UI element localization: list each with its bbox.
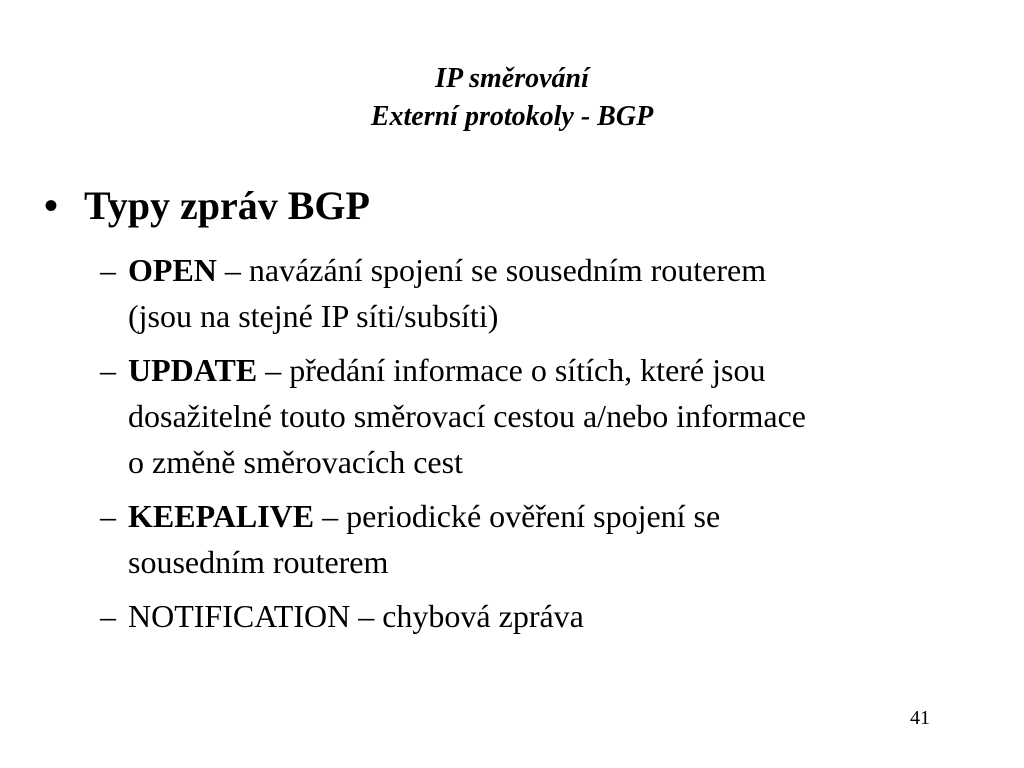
dash-marker: – [100, 352, 116, 388]
main-bullet [44, 180, 370, 232]
item-line-2: dosažitelné touto směrovací cestou a/nebo informace [128, 398, 806, 434]
dash-marker: – [100, 252, 116, 288]
item-line-1 [128, 247, 1000, 293]
item-desc: – periodické ověření spojení se [314, 498, 721, 534]
list-item-keepalive [100, 493, 1000, 585]
item-line-1: NOTIFICATION – chybová zpráva [128, 598, 584, 634]
term-keepalive: KEEPALIVE [128, 498, 315, 534]
item-line-2: (jsou na stejné IP síti/subsíti) [128, 298, 499, 334]
slide-title [0, 60, 1024, 136]
sub-bullet-list [100, 247, 1000, 647]
dash-marker: – [100, 498, 116, 534]
list-item-open [100, 247, 1000, 339]
item-line-2: sousedním routerem [128, 544, 389, 580]
title-line-1: IP směrování [435, 63, 589, 94]
item-line-1 [128, 347, 1000, 393]
bullet-dot: • [44, 183, 59, 228]
term-update: UPDATE [128, 352, 258, 388]
term-open: OPEN [128, 252, 217, 288]
item-line-1 [128, 493, 1000, 539]
page-number: 41 [910, 707, 930, 729]
main-bullet-text: Typy zpráv BGP [84, 183, 370, 228]
list-item-update [100, 347, 1000, 485]
item-line-3: o změně směrovacích cest [128, 444, 463, 480]
item-desc: – předání informace o sítích, které jsou [257, 352, 766, 388]
dash-marker: – [100, 598, 116, 634]
list-item-notification [100, 593, 1000, 639]
item-desc: – navázání spojení se sousedním routerem [216, 252, 767, 288]
title-line-2: Externí protokoly - BGP [370, 101, 654, 132]
